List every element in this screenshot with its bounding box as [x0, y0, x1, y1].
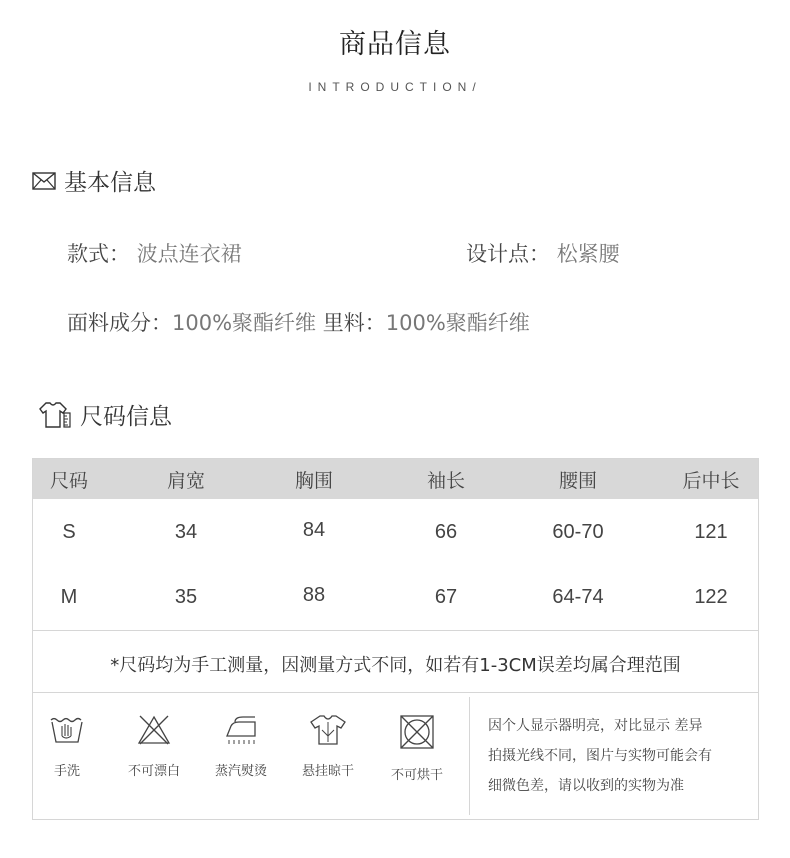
envelope-icon — [32, 172, 56, 190]
column-header: 尺码 — [49, 470, 89, 492]
care-no-bleach — [119, 714, 189, 779]
table-cell: 84 — [302, 519, 326, 541]
steam-iron-icon — [206, 714, 276, 746]
style-row — [67, 238, 242, 268]
table-cell: 35 — [174, 586, 198, 608]
size-info-heading — [38, 398, 172, 431]
design-value: 松紧腰 — [556, 242, 620, 266]
page-title: 商品信息 — [339, 29, 451, 60]
style-label: 款式： — [67, 242, 130, 266]
disclaimer-line: 细微色差，请以收到的实物为准 — [488, 778, 684, 794]
care-hang-dry — [293, 714, 363, 779]
design-label: 设计点： — [466, 242, 550, 266]
basic-info-heading — [32, 164, 156, 197]
size-info-heading-label: 尺码信息 — [80, 404, 172, 430]
care-label: 不可漂白 — [127, 764, 180, 779]
size-note: *尺码均为手工测量，因测量方式不同，如若有1-3CM误差均属合理范围 — [110, 655, 681, 676]
column-header: 腰围 — [558, 470, 598, 492]
care-hand-wash — [32, 714, 102, 779]
table-row — [33, 521, 758, 551]
table-cell: 121 — [694, 521, 728, 543]
table-cell: 88 — [302, 584, 326, 606]
basic-info-heading-label: 基本信息 — [64, 170, 156, 196]
table-cell: 64-74 — [552, 586, 604, 608]
table-cell: M — [60, 586, 78, 608]
column-header: 后中长 — [682, 470, 740, 492]
column-header: 袖长 — [426, 470, 466, 492]
column-header: 胸围 — [294, 470, 334, 492]
table-cell: 122 — [694, 586, 728, 608]
divider — [33, 630, 758, 631]
fabric-label: 面料成分： — [67, 311, 172, 335]
table-cell: S — [62, 521, 76, 543]
column-header: 肩宽 — [166, 470, 206, 492]
lining-value: 100%聚酯纤维 — [385, 311, 530, 335]
color-disclaimer — [488, 711, 753, 801]
page-subtitle: INTRODUCTION/ — [308, 80, 482, 94]
size-table-header — [33, 459, 758, 499]
size-table — [32, 458, 759, 820]
fabric-value: 100%聚酯纤维 — [172, 311, 317, 335]
table-cell: 60-70 — [552, 521, 604, 543]
table-cell: 34 — [174, 521, 198, 543]
table-row — [33, 586, 758, 616]
care-label: 悬挂晾干 — [301, 764, 354, 779]
care-label: 手洗 — [53, 764, 80, 779]
table-cell: 66 — [434, 521, 458, 543]
care-divider — [469, 697, 470, 815]
hand-wash-icon — [32, 714, 102, 746]
care-no-tumble-dry — [382, 714, 452, 783]
lining-label: 里料： — [322, 311, 386, 335]
no-tumble-dry-icon — [382, 714, 452, 750]
care-label: 不可烘干 — [390, 768, 443, 783]
divider — [33, 692, 758, 693]
care-label: 蒸汽熨烫 — [214, 764, 267, 779]
fabric-row — [67, 307, 530, 337]
hang-dry-icon — [293, 714, 363, 746]
disclaimer-line: 因个人显示器明亮，对比显示 差异 — [488, 718, 703, 734]
care-steam-iron — [206, 714, 276, 779]
table-cell: 67 — [434, 586, 458, 608]
no-bleach-icon — [119, 714, 189, 746]
disclaimer-line: 拍摄光线不同，图片与实物可能会有 — [488, 748, 712, 764]
design-row — [466, 238, 620, 268]
style-value: 波点连衣裙 — [136, 242, 242, 266]
tshirt-ruler-icon — [38, 401, 72, 429]
